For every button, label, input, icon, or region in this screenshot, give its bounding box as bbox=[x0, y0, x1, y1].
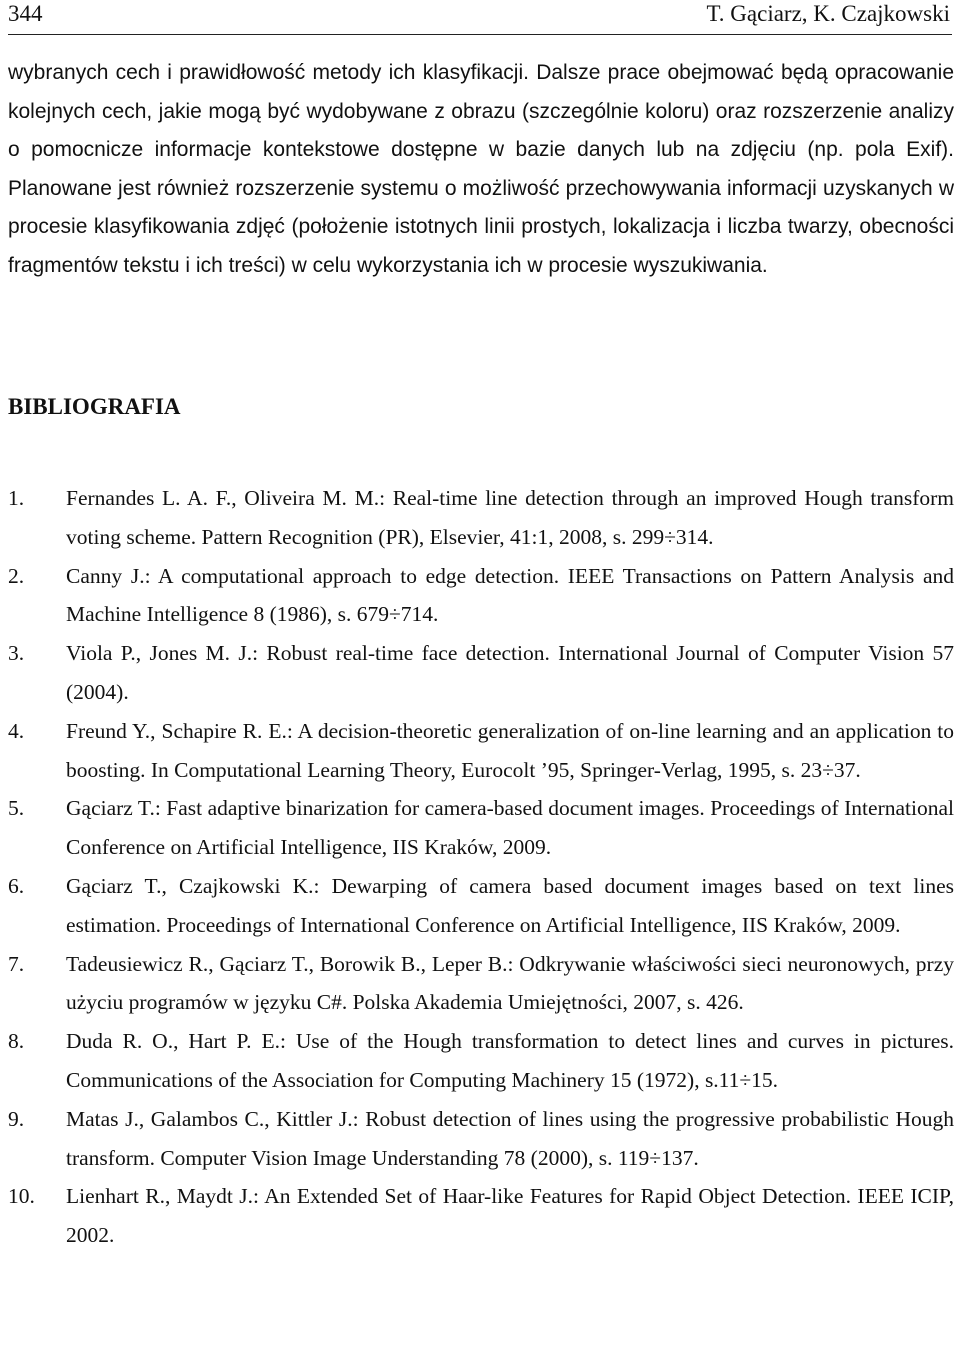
bibliography-item-number: 9. bbox=[8, 1106, 25, 1131]
bibliography-item-7 bbox=[8, 945, 954, 1023]
bibliography-list bbox=[8, 479, 954, 1255]
bibliography-item-text: Lienhart R., Maydt J.: An Extended Set of Haar-like Features for Rapid Object Detection. IEEE ICIP, 2002. bbox=[66, 1184, 954, 1248]
bibliography-item-text: Tadeusiewicz R., Gąciarz T., Borowik B., Leper B.: Odkrywanie właściwości sieci neuronowych, przy użyciu programów w języku C#. Polska Akademia Umiejętności, 2007, s. 426. bbox=[66, 951, 954, 1015]
bibliography-item-2 bbox=[8, 557, 954, 635]
bibliography-item-text: Gąciarz T., Czajkowski K.: Dewarping of camera based document images based on text lines estimation. Proceedings of International Conference on Artificial Intelligence, IIS Kraków, 2009. bbox=[66, 873, 954, 937]
bibliography-item-number: 10. bbox=[8, 1184, 35, 1209]
bibliography-item-number: 5. bbox=[8, 796, 25, 821]
bibliography-item-number: 6. bbox=[8, 873, 25, 898]
bibliography-item-1 bbox=[8, 479, 954, 557]
bibliography-item-number: 3. bbox=[8, 641, 25, 666]
bibliography-item-3 bbox=[8, 634, 954, 712]
bibliography-item-text: Gąciarz T.: Fast adaptive binarization for camera-based document images. Proceedings of International Conference on Artificial Intelligence, IIS Kraków, 2009. bbox=[66, 796, 954, 860]
bibliography-item-6 bbox=[8, 867, 954, 945]
running-head-authors: T. Gąciarz, K. Czajkowski bbox=[706, 1, 950, 26]
bibliography-item-number: 7. bbox=[8, 951, 25, 976]
bibliography-item-text: Matas J., Galambos C., Kittler J.: Robust detection of lines using the progressive probabilistic Hough transform. Computer Vision Image Understanding 78 (2000), s. 119÷137. bbox=[66, 1106, 954, 1170]
bibliography-item-text: Freund Y., Schapire R. E.: A decision-theoretic generalization of on-line learning and an application to boosting. In Computational Learning Theory, Eurocolt ’95, Springer-Verlag, 1995, s. 23÷37. bbox=[66, 718, 954, 782]
body-paragraph: wybranych cech i prawidłowość metody ich klasyfikacji. Dalsze prace obejmować będą opracowanie kolejnych cech, jakie mogą być wydobywane z obrazu (szczególnie koloru) oraz rozszerzenie analizy o pomocnicze informacje kontekstowe dostępne w bazie danych lub na zdjęciu (np. pola Exif). Planowane jest również rozszerzenie systemu o możliwość przechowywania informacji uzyskanych w procesie klasyfikowania zdjęć (położenie istotnych linii prostych, lokalizacja i liczba twarzy, obecności fragmentów tekstu i ich treści) w celu wykorzystania ich w procesie wyszukiwania. bbox=[8, 61, 954, 277]
bibliography-item-number: 2. bbox=[8, 563, 25, 588]
bibliography-item-number: 8. bbox=[8, 1029, 25, 1054]
bibliography-item-text: Duda R. O., Hart P. E.: Use of the Hough transformation to detect lines and curves in pictures. Communications of the Association for Computing Machinery 15 (1972), s.11÷15. bbox=[66, 1029, 954, 1092]
bibliography-item-number: 4. bbox=[8, 718, 25, 743]
bibliography-item-text: Viola P., Jones M. J.: Robust real-time face detection. International Journal of Computer Vision 57 (2004). bbox=[66, 641, 954, 704]
bibliography-item-10 bbox=[8, 1177, 954, 1255]
bibliography-item-5 bbox=[8, 789, 954, 867]
page-number: 344 bbox=[8, 1, 43, 26]
bibliography-item-8 bbox=[8, 1022, 954, 1100]
bibliography-item-text: Canny J.: A computational approach to edge detection. IEEE Transactions on Pattern Analysis and Machine Intelligence 8 (1986), s. 679÷714. bbox=[66, 563, 954, 627]
bibliography-item-9 bbox=[8, 1100, 954, 1178]
bibliography-item-4 bbox=[8, 712, 954, 790]
bibliography-heading: BIBLIOGRAFIA bbox=[8, 394, 181, 419]
page-header bbox=[8, 0, 952, 35]
bibliography-item-text: Fernandes L. A. F., Oliveira M. M.: Real-time line detection through an improved Hough transform voting scheme. Pattern Recognition (PR), Elsevier, 41:1, 2008, s. 299÷314. bbox=[66, 486, 954, 549]
bibliography-item-number: 1. bbox=[8, 486, 25, 510]
